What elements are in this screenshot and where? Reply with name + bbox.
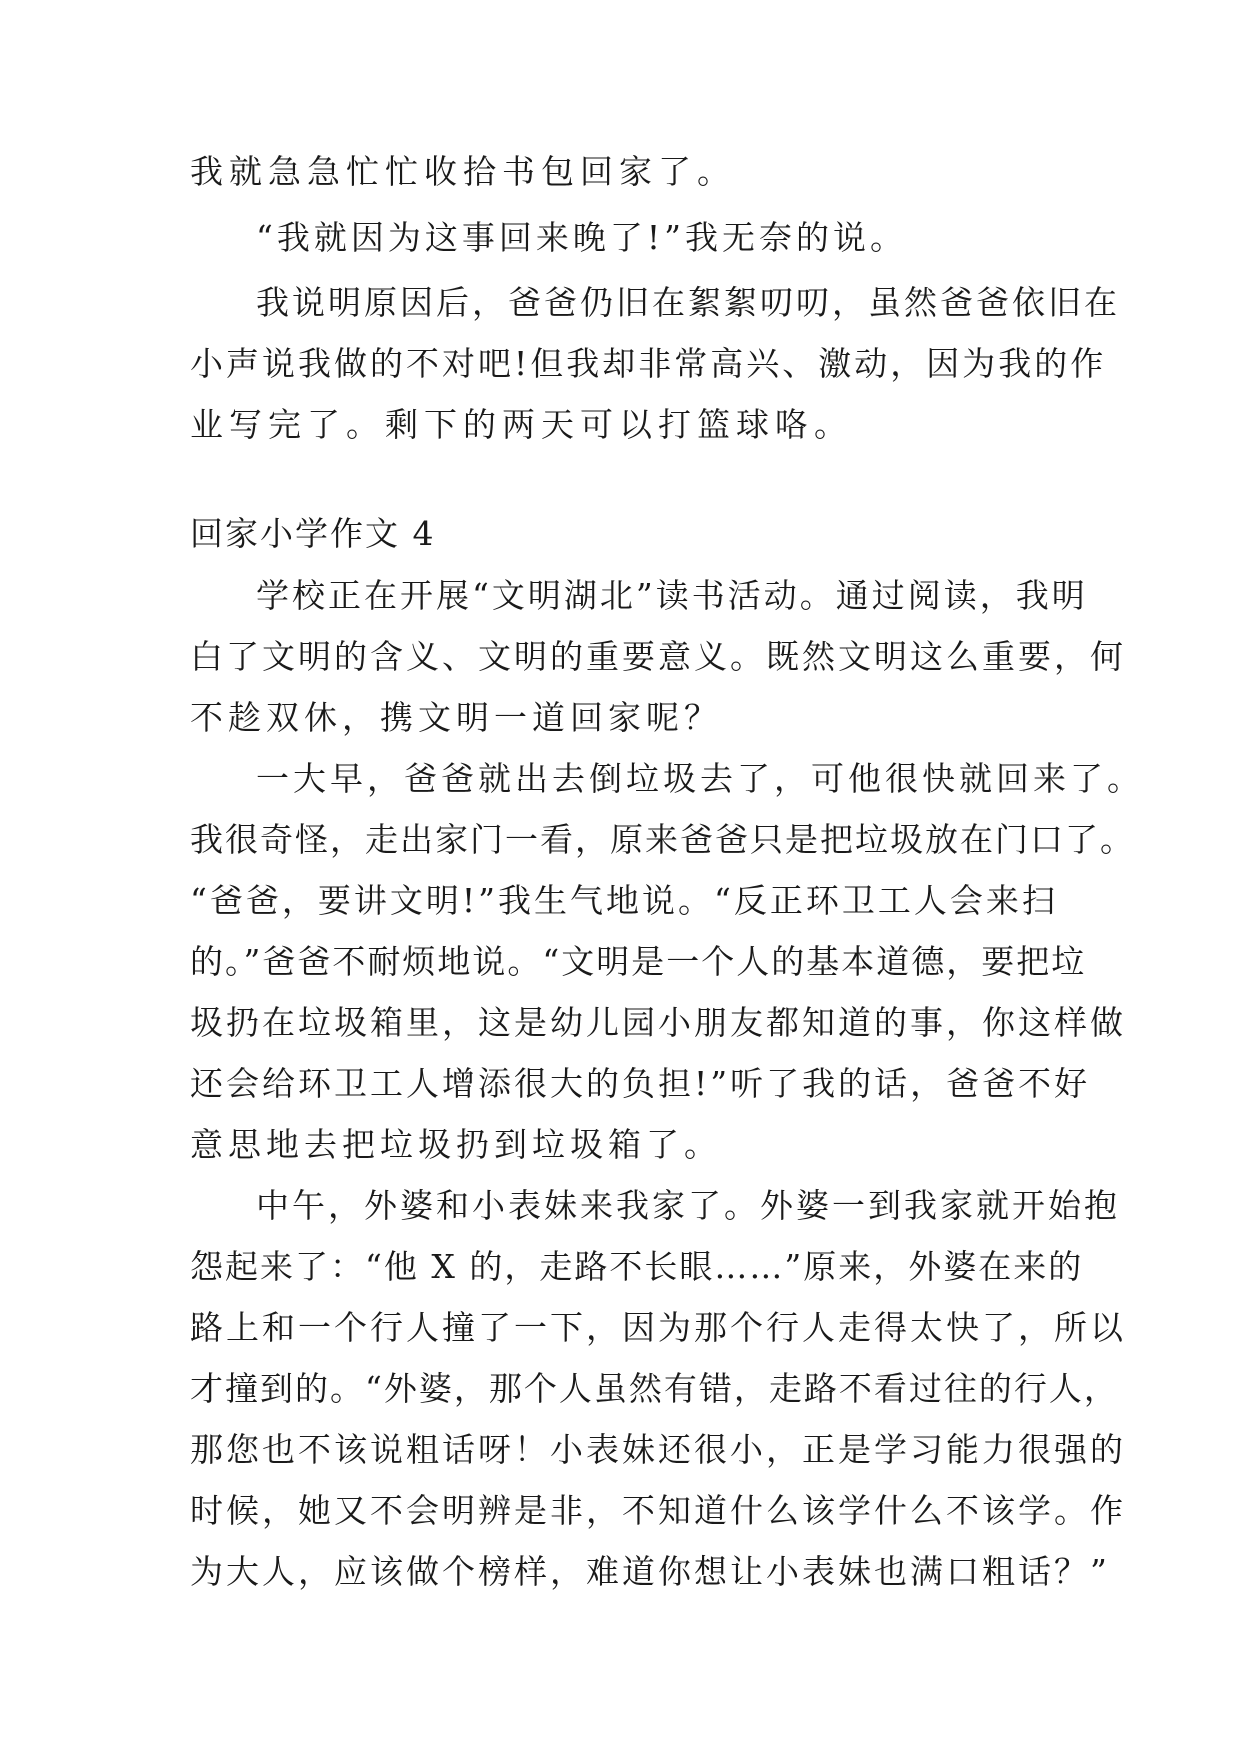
text-line: 我说明原因后，爸爸仍旧在絮絮叨叨，虽然爸爸依旧在 (256, 283, 1120, 322)
section-heading: 回家小学作文 4 (190, 514, 436, 553)
text-line: 白了文明的含义、文明的重要意义。既然文明这么重要，何 (190, 637, 1126, 676)
text-line: 为大人，应该做个榜样，难道你想让小表妹也满口粗话？” (190, 1552, 1110, 1591)
text-line: 一大早，爸爸就出去倒垃圾去了，可他很快就回来了。 (256, 759, 1144, 798)
text-line: 那您也不该说粗话呀！小表妹还很小，正是学习能力很强的 (190, 1430, 1126, 1469)
text-line: “我就因为这事回来晚了!”我无奈的说。 (256, 218, 908, 257)
text-line: 我很奇怪，走出家门一看，原来爸爸只是把垃圾放在门口了。 (190, 820, 1135, 859)
text-line: 的。”爸爸不耐烦地说。“文明是一个人的基本道德，要把垃 (190, 942, 1087, 981)
text-line: 意思地去把垃圾扔到垃圾箱了。 (190, 1125, 722, 1164)
text-line: 路上和一个行人撞了一下，因为那个行人走得太快了，所以 (190, 1308, 1126, 1347)
text-line: “爸爸，要讲文明!”我生气地说。“反正环卫工人会来扫 (190, 881, 1058, 920)
text-line: 不趁双休，携文明一道回家呢？ (190, 698, 722, 737)
text-line: 我就急急忙忙收拾书包回家了。 (190, 152, 736, 191)
text-line: 怨起来了：“他 X 的，走路不长眼……”原来，外婆在来的 (190, 1247, 1084, 1286)
text-line: 中午，外婆和小表妹来我家了。外婆一到我家就开始抱 (256, 1186, 1120, 1225)
text-line: 小声说我做的不对吧!但我却非常高兴、激动，因为我的作 (190, 344, 1107, 383)
text-line: 才撞到的。“外婆，那个人虽然有错，走路不看过往的行人， (190, 1369, 1119, 1408)
text-line: 时候，她又不会明辨是非，不知道什么该学什么不该学。作 (190, 1491, 1126, 1530)
text-line: 圾扔在垃圾箱里，这是幼儿园小朋友都知道的事，你这样做 (190, 1003, 1126, 1042)
text-line: 业写完了。剩下的两天可以打篮球咯。 (190, 405, 853, 444)
text-line: 还会给环卫工人增添很大的负担!”听了我的话，爸爸不好 (190, 1064, 1091, 1103)
text-line: 学校正在开展“文明湖北”读书活动。通过阅读，我明 (256, 576, 1088, 615)
